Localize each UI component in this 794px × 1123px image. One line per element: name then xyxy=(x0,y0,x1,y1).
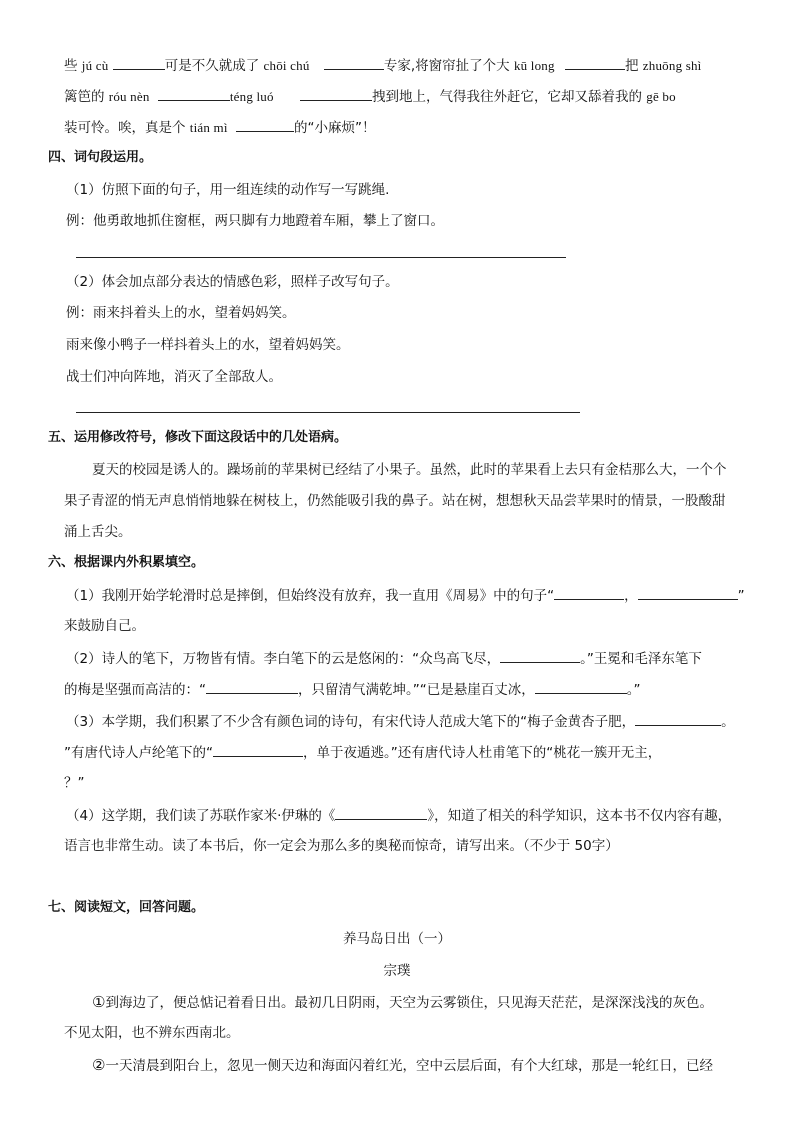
text: ”有唐代诗人卢纶笔下的“ xyxy=(64,745,213,761)
text: ” xyxy=(737,588,745,604)
passage-title: 养马岛日出（一） xyxy=(343,931,451,947)
text: 一天清晨到阳台上，忽见一侧天边和海面闪着红光，空中云层后面，有个大红球，那是一轮红日，已经 xyxy=(105,1058,713,1074)
paragraph-5-line-3: 涌上舌尖。 xyxy=(64,524,132,540)
section-6-heading: 六、根据课内外积累填空。 xyxy=(48,555,205,570)
fill-blank[interactable] xyxy=(236,117,294,132)
fill-blank[interactable] xyxy=(500,648,580,663)
task-4-2: 战士们冲向阵地，消灭了全部敌人。 xyxy=(66,369,282,385)
text: 专家,将窗帘扯了个大 xyxy=(383,58,514,74)
pinyin: gē bo xyxy=(646,89,676,104)
text: （2）诗人的笔下，万物皆有情。李白笔下的云是悠闲的：“众鸟高飞尽， xyxy=(66,651,501,667)
question-6-1 xyxy=(66,585,745,606)
text: 。” xyxy=(626,682,641,698)
fill-blank[interactable] xyxy=(335,805,427,820)
answer-line-4-2[interactable] xyxy=(76,412,580,413)
fill-blank[interactable] xyxy=(113,55,165,70)
text: 》，知道了相关的科学知识，这本书不仅内容有趣， xyxy=(427,808,732,824)
pinyin: zhuōng shì xyxy=(642,58,702,73)
fill-blank[interactable] xyxy=(635,711,721,726)
pinyin: téng luó xyxy=(229,89,274,104)
pinyin-line-2 xyxy=(64,86,676,107)
fill-blank[interactable] xyxy=(206,679,298,694)
text: ， xyxy=(624,588,638,604)
text: 的梅是坚强而高洁的：“ xyxy=(64,682,206,698)
text: 可是不久就成了 xyxy=(164,58,264,74)
pinyin: kū long xyxy=(513,58,555,73)
pinyin: róu nèn xyxy=(108,89,150,104)
example-4-2a: 例：雨来抖着头上的水，望着妈妈笑。 xyxy=(66,305,296,321)
text: 的“小麻烦”！ xyxy=(293,120,376,136)
pinyin-line-1 xyxy=(64,55,702,76)
fill-blank[interactable] xyxy=(638,585,738,600)
answer-line-4-1[interactable] xyxy=(76,257,566,258)
passage-para-1 xyxy=(92,992,713,1013)
fill-blank[interactable] xyxy=(158,86,230,101)
pinyin: tián mì xyxy=(189,120,228,135)
paragraph-5-line-2: 果子青涩的悄无声息悄悄地躲在树枝上，仍然能吸引我的鼻子。站在树，想想秋天品尝苹果时的情景，一股酸甜 xyxy=(64,493,726,509)
text: （1）我刚开始学轮滑时总是摔倒，但始终没有放弃，我一直用《周易》中的句子“ xyxy=(66,588,555,604)
fill-blank[interactable] xyxy=(213,742,303,757)
paragraph-5-line-1: 夏天的校园是诱人的。躁场前的苹果树已经结了小果子。虽然，此时的苹果看上去只有金桔那么大，一个个 xyxy=(92,462,727,478)
text: 到海边了，便总惦记着看日出。最初几日阴雨，天空为云雾锁住，只见海天茫茫，是深深浅浅的灰色。 xyxy=(105,995,713,1011)
question-6-2-cont xyxy=(64,679,641,700)
paragraph-number: ② xyxy=(92,1056,106,1074)
fill-blank[interactable] xyxy=(535,679,627,694)
text: （3）本学期，我们积累了不少含有颜色词的诗句，有宋代诗人范成大笔下的“梅子金黄杏子肥， xyxy=(66,714,636,730)
section-5-heading: 五、运用修改符号，修改下面这段话中的几处语病。 xyxy=(48,430,348,445)
text: 拽到地上，气得我往外赶它，它却又舔着我的 xyxy=(371,89,647,105)
text: 装可怜。唉，真是个 xyxy=(64,120,190,136)
question-6-3-end: ？” xyxy=(64,775,85,791)
question-4-1: （1）仿照下面的句子，用一组连续的动作写一写跳绳. xyxy=(66,182,390,198)
pinyin-line-3 xyxy=(64,117,375,138)
pinyin: chōi chú xyxy=(263,58,310,73)
text: 把 xyxy=(625,58,643,74)
text: （4）这学期，我们读了苏联作家米·伊琳的《 xyxy=(66,808,336,824)
question-6-3 xyxy=(66,711,735,732)
question-6-4 xyxy=(66,805,731,826)
text: 篱笆的 xyxy=(64,89,109,105)
text: 。 xyxy=(721,714,735,730)
question-4-2: （2）体会加点部分表达的情感色彩，照样子改写句子。 xyxy=(66,274,399,290)
question-6-2 xyxy=(66,648,702,669)
paragraph-number: ① xyxy=(92,993,106,1011)
fill-blank[interactable] xyxy=(554,585,624,600)
section-4-heading: 四、词句段运用。 xyxy=(48,150,153,165)
text: ，只留清气满乾坤。”“已是悬崖百丈冰， xyxy=(298,682,535,698)
example-4-1: 例：他勇敢地抓住窗框，两只脚有力地蹬着车厢，攀上了窗口。 xyxy=(66,213,444,229)
question-6-1-cont: 来鼓励自己。 xyxy=(64,618,145,634)
section-7-heading: 七、阅读短文，回答问题。 xyxy=(48,900,205,915)
text: 些 xyxy=(64,58,82,74)
fill-blank[interactable] xyxy=(324,55,384,70)
question-6-4-cont: 语言也非常生动。读了本书后，你一定会为那么多的奥秘而惊奇，请写出来。（不少于 50字） xyxy=(64,838,619,854)
example-4-2b: 雨来像小鸭子一样抖着头上的水，望着妈妈笑。 xyxy=(66,337,350,353)
text: ，单于夜遁逃。”还有唐代诗人杜甫笔下的“桃花一簇开无主， xyxy=(303,745,662,761)
fill-blank[interactable] xyxy=(300,86,372,101)
pinyin: jú cù xyxy=(81,58,109,73)
fill-blank[interactable] xyxy=(565,55,625,70)
passage-author: 宗璞 xyxy=(383,963,411,979)
text: 。”王冕和毛泽东笔下 xyxy=(580,651,702,667)
passage-para-2 xyxy=(92,1055,713,1076)
passage-para-1-cont: 不见太阳，也不辨东西南北。 xyxy=(64,1025,240,1041)
question-6-3-cont xyxy=(64,742,661,763)
